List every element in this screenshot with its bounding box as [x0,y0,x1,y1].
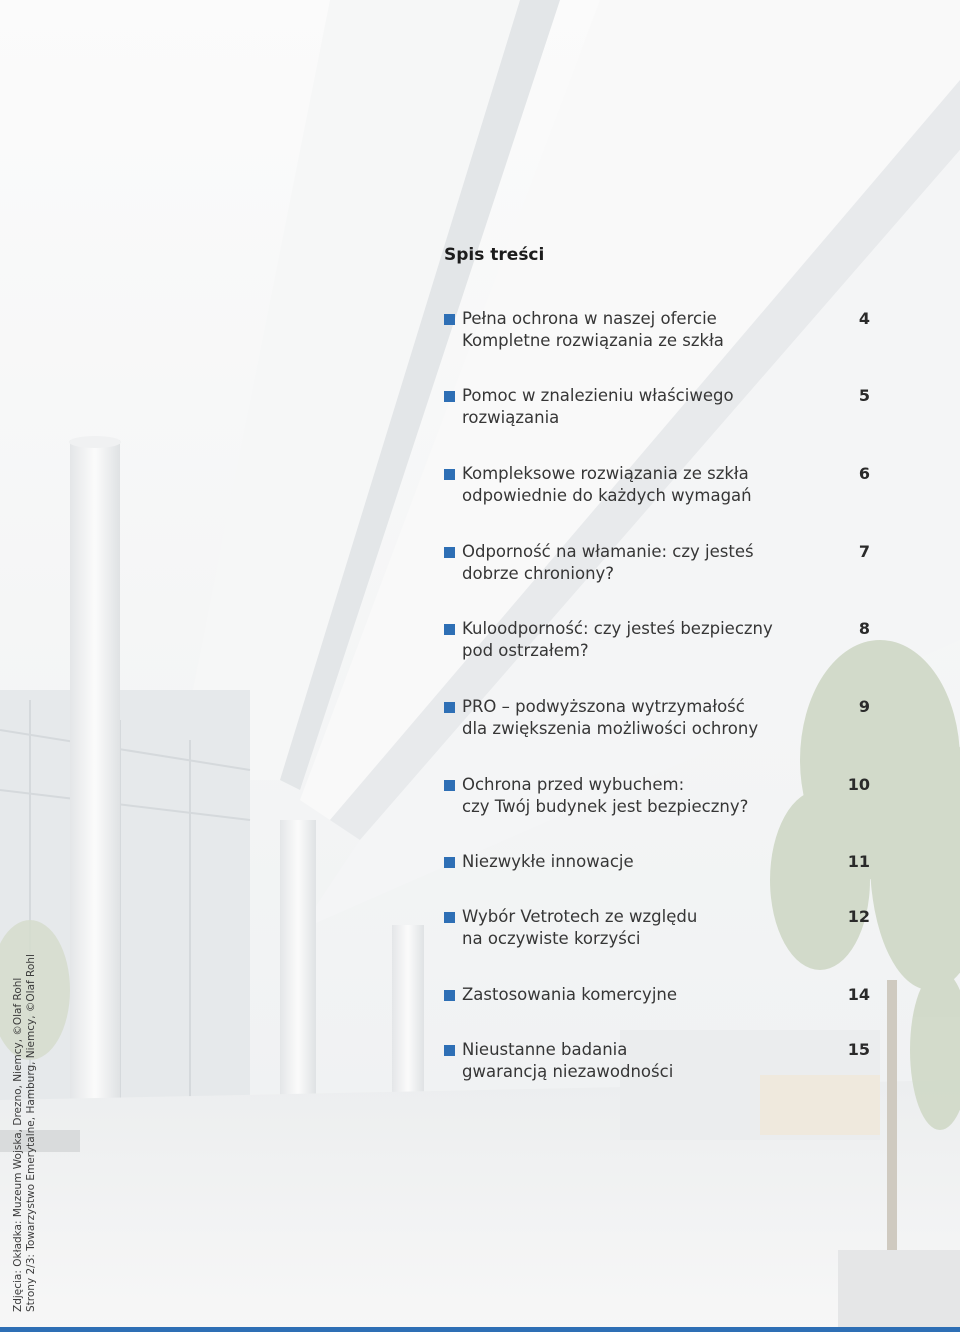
toc-entry-page: 15 [847,1040,870,1059]
toc-entry-page: 9 [858,697,870,716]
toc-entry-text: Odporność na włamanie: czy jesteś dobrze chroniony? [462,542,754,583]
toc-entry-text: Ochrona przed wybuchem: czy Twój budynek jest bezpieczny? [462,775,749,816]
table-of-contents [444,240,874,1081]
square-bullet-icon [444,314,455,325]
toc-entry-text: PRO – podwyższona wytrzymałość dla zwiększenia możliwości ochrony [462,697,759,738]
square-bullet-icon [444,1045,455,1056]
square-bullet-icon [444,857,455,868]
toc-entry-page: 14 [847,985,870,1004]
square-bullet-icon [444,469,455,480]
toc-entry-text: Zastosowania komercyjne [462,985,678,1004]
square-bullet-icon [444,391,455,402]
toc-entry-text: Pełna ochrona w naszej ofercie Kompletne rozwiązania ze szkła [462,309,724,350]
toc-entry-page: 11 [847,852,870,871]
photo-credit-line: Zdjęcia: Okładka: Muzeum Wojska, Drezno, Niemcy, ©Olaf Rohl [12,977,24,1312]
toc-entry-text: Niezwykłe innowacje [462,852,634,871]
square-bullet-icon [444,547,455,558]
toc-title: Spis treści [444,245,545,265]
toc-entry-text: Kompleksowe rozwiązania ze szkła odpowiednie do każdych wymagań [462,464,752,505]
square-bullet-icon [444,780,455,791]
toc-entry-text: Pomoc w znalezieniu właściwego rozwiązania [462,386,734,427]
toc-entry-text: Wybór Vetrotech ze względu na oczywiste korzyści [462,907,698,948]
toc-entry-page: 7 [858,542,870,561]
toc-entry-page: 4 [858,309,870,328]
square-bullet-icon [444,702,455,713]
toc-entry-page: 8 [858,619,870,638]
toc-entry-page: 5 [858,386,870,405]
toc-entry-page: 10 [847,775,870,794]
photo-credits [12,954,38,1312]
toc-entry-text: Kuloodporność: czy jesteś bezpieczny pod ostrzałem? [462,619,773,660]
square-bullet-icon [444,990,455,1001]
square-bullet-icon [444,624,455,635]
bottom-accent-bar [0,1327,960,1332]
photo-credit-line: Strony 2/3: Towarzystwo Emerytalne, Hamburg, Niemcy, ©Olaf Rohl [25,954,37,1312]
square-bullet-icon [444,912,455,923]
toc-entry-text: Nieustanne badania gwarancją niezawodności [462,1040,674,1081]
toc-entry-page: 12 [847,907,870,926]
toc-entry-page: 6 [858,464,870,483]
